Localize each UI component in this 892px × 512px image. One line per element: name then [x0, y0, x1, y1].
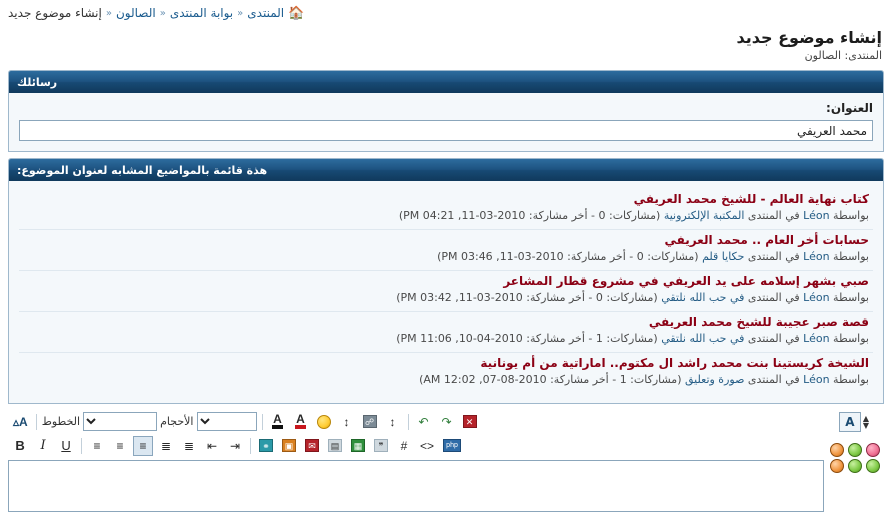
stepper-up-icon[interactable]: ▲ — [862, 413, 870, 423]
toolbar-divider — [408, 414, 409, 430]
smiley-icon[interactable] — [830, 459, 844, 473]
bold-icon[interactable]: B — [10, 436, 30, 456]
line-height-icon[interactable]: ↕ — [383, 412, 403, 432]
italic-icon[interactable]: I — [33, 436, 53, 456]
page-title: إنشاء موضوع جديد — [736, 28, 882, 47]
indent-decrease-icon[interactable]: ⇤ — [202, 436, 222, 456]
breadcrumb-item-salon[interactable]: الصالون — [115, 6, 156, 20]
underline-icon[interactable]: U — [56, 436, 76, 456]
topic-by-label: بواسطة — [833, 249, 869, 263]
font-size-select[interactable] — [197, 412, 257, 431]
toolbar-divider — [250, 438, 251, 454]
message-body-input[interactable] — [8, 460, 824, 512]
topic-in-label: في المنتدى — [747, 290, 800, 304]
topic-meta — [23, 372, 869, 388]
topic-last-post: - أخر مشاركة: 2010-03-11, 03:42 PM) — [396, 290, 593, 304]
topic-replies: (مشاركات: 1 — [619, 372, 682, 386]
topic-last-post: - أخر مشاركة: 2010-08-07, 12:02 AM) — [419, 372, 617, 386]
topic-replies: (مشاركات: 1 — [595, 331, 658, 345]
title-input[interactable] — [19, 120, 873, 141]
unordered-list-icon[interactable]: ≣ — [179, 436, 199, 456]
topic-by-label: بواسطة — [833, 372, 869, 386]
title-field-label: العنوان: — [826, 101, 873, 115]
editor-toolbar-row-1 — [8, 410, 824, 434]
topic-replies: (مشاركات: 0 — [636, 249, 699, 263]
toggle-editor-mode-icon[interactable]: A — [839, 412, 861, 432]
hash-icon[interactable]: # — [394, 436, 414, 456]
attachment-icon[interactable]: ☍ — [360, 412, 380, 432]
topic-meta — [23, 290, 869, 306]
insert-link-icon[interactable]: ⚭ — [256, 436, 276, 456]
topic-title-link[interactable]: صبي بشهر إسلامه على يد العريفي في مشروع قطار المشاعر — [503, 273, 869, 288]
message-panel-header: رسائلك — [9, 71, 883, 93]
topic-last-post: - أخر مشاركة: 2010-03-11, 03:46 PM) — [437, 249, 634, 263]
topic-by-label: بواسطة — [833, 209, 869, 222]
editor-mode-tools — [839, 412, 869, 432]
ordered-list-icon[interactable]: ≣ — [156, 436, 176, 456]
smiley-icon[interactable] — [848, 459, 862, 473]
breadcrumb-item-current: إنشاء موضوع جديد — [8, 6, 102, 20]
breadcrumb-item-portal[interactable]: بوابة المنتدى — [169, 6, 234, 20]
list-spacing-icon[interactable]: ↕ — [337, 412, 357, 432]
topic-last-post: - أخر مشاركة: 2010-04-10, 11:06 PM) — [396, 331, 593, 345]
topic-in-label: في المنتدى — [747, 249, 800, 263]
toolbar-divider — [262, 414, 263, 430]
topic-author[interactable]: Léon — [803, 209, 830, 222]
editor-height-stepper[interactable] — [863, 415, 869, 429]
stepper-down-icon[interactable]: ▼ — [862, 420, 870, 430]
insert-image-icon[interactable]: ▣ — [279, 436, 299, 456]
breadcrumb-separator: « — [105, 7, 112, 19]
topic-author[interactable]: Léon — [803, 372, 830, 386]
topic-title-link[interactable]: الشيخة كريستينا بنت محمد راشد ال مكتوم.. اماراتية من أم يونانية — [480, 355, 869, 370]
breadcrumb-separator: « — [159, 7, 166, 19]
font-family-select[interactable] — [83, 412, 157, 431]
toolbar-divider — [36, 414, 37, 430]
quote-icon[interactable]: ❞ — [371, 436, 391, 456]
topic-forum[interactable]: في حب الله نلتقي — [661, 290, 745, 304]
font-size-increase-icon[interactable]: A▵ — [10, 412, 31, 432]
font-size-label: الأحجام — [160, 415, 194, 429]
remove-format-icon[interactable]: ✕ — [460, 412, 480, 432]
topic-forum[interactable]: حكايا قلم — [702, 249, 745, 263]
align-right-icon[interactable]: ≡ — [87, 436, 107, 456]
page-subtitle: المنتدى: الصالون — [804, 49, 882, 62]
toolbar-divider — [81, 438, 82, 454]
list-item — [19, 311, 873, 352]
list-item — [19, 229, 873, 270]
editor — [8, 410, 884, 512]
list-item — [19, 352, 873, 393]
page-header — [0, 22, 892, 64]
topic-forum[interactable]: صورة وتعليق — [685, 372, 745, 386]
smiley-icon[interactable] — [830, 443, 844, 457]
topic-by-label: بواسطة — [833, 290, 869, 304]
editor-side-tools — [824, 410, 884, 473]
redo-icon[interactable]: ↷ — [437, 412, 457, 432]
topic-forum[interactable]: المكتبة الإلكترونية — [663, 209, 745, 222]
similar-topics-header: هذة قائمة بالمواضيع المشابه لعنوان الموضوع: — [9, 159, 883, 181]
similar-topics-panel — [8, 158, 884, 404]
insert-video-icon[interactable]: ▤ — [325, 436, 345, 456]
topic-last-post: - أخر مشاركة: 2010-03-11, 04:21 PM) — [398, 209, 595, 222]
message-panel — [8, 70, 884, 152]
topic-meta — [23, 249, 869, 265]
highlight-color-icon[interactable]: A — [291, 412, 311, 432]
breadcrumb-item-forum[interactable]: المنتدى — [247, 6, 285, 20]
smiley-palette — [828, 443, 880, 473]
indent-increase-icon[interactable]: ⇥ — [225, 436, 245, 456]
smiley-icon[interactable] — [314, 412, 334, 432]
smiley-icon[interactable] — [866, 459, 880, 473]
insert-table-icon[interactable]: ▦ — [348, 436, 368, 456]
editor-main — [8, 410, 824, 512]
topic-forum[interactable]: في حب الله نلتقي — [661, 331, 745, 345]
topic-title-link[interactable]: كتاب نهاية العالم - للشيخ محمد العريفي — [633, 192, 869, 206]
code-icon[interactable]: <> — [417, 436, 437, 456]
topic-in-label: في المنتدى — [747, 372, 800, 386]
php-code-icon[interactable]: php — [440, 436, 464, 456]
topic-title-link[interactable]: حسابات أخر العام .. محمد العريفي — [664, 232, 869, 247]
topic-in-label: في المنتدى — [747, 331, 800, 345]
breadcrumb — [0, 0, 892, 22]
topic-in-label: في المنتدى — [747, 209, 800, 222]
similar-topics-list — [19, 189, 873, 393]
insert-email-icon[interactable]: ✉ — [302, 436, 322, 456]
list-item — [19, 270, 873, 311]
topic-replies: (مشاركات: 0 — [595, 290, 658, 304]
font-family-label: الخطوط — [41, 415, 81, 429]
font-color-icon[interactable]: A — [268, 412, 288, 432]
topic-author[interactable]: Léon — [803, 331, 830, 345]
align-center-icon[interactable]: ≡ — [110, 436, 130, 456]
smiley-icon[interactable] — [848, 443, 862, 457]
topic-meta — [23, 208, 869, 224]
similar-topics-body — [9, 181, 883, 403]
smiley-icon[interactable] — [866, 443, 880, 457]
topic-meta — [23, 331, 869, 347]
topic-replies: (مشاركات: 0 — [598, 209, 661, 222]
undo-icon[interactable]: ↶ — [414, 412, 434, 432]
breadcrumb-separator: « — [237, 7, 244, 19]
topic-title-link[interactable]: قصة صبر عجيبة للشيخ محمد العريفي — [648, 314, 869, 329]
editor-toolbar-row-2 — [8, 434, 824, 458]
align-left-icon[interactable]: ≡ — [133, 436, 153, 456]
home-icon[interactable]: 🏠 — [288, 5, 305, 21]
topic-by-label: بواسطة — [833, 331, 869, 345]
list-item — [19, 189, 873, 229]
message-panel-body — [9, 93, 883, 151]
topic-author[interactable]: Léon — [803, 290, 830, 304]
topic-author[interactable]: Léon — [803, 249, 830, 263]
